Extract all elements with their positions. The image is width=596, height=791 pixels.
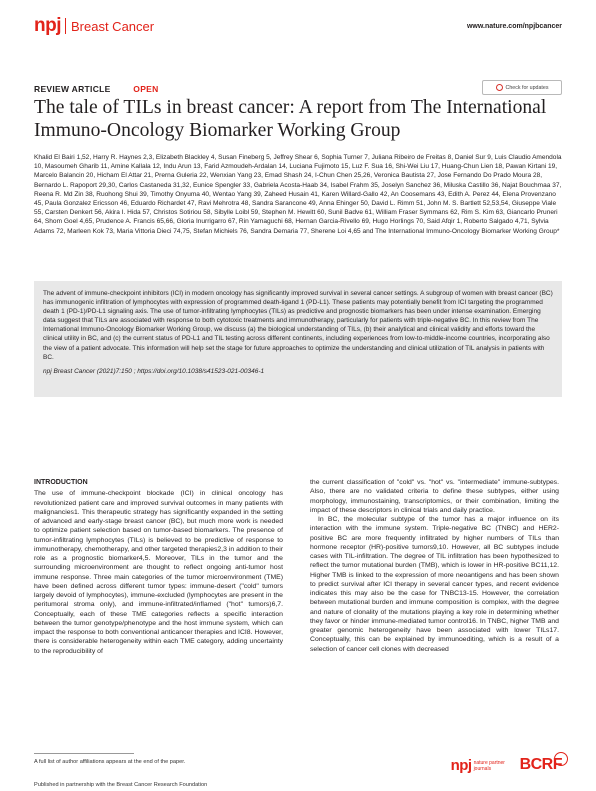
abstract-text: The advent of immune-checkpoint inhibitors (ICI) in modern oncology has significantly improved survival in several cancer settings. A subgroup of women with breast cancer (BC) has immunogenic infiltration of lymphocytes with expression of programmed death-ligand 1 (PD-L1). These patients may potentially benefit from ICI targeting the programmed death 1 (PD-1)/PD-L1 signaling axis. The use of tumor-infiltrating lymphocytes (TILs) as predictive and prognostic biomarkers has been under intense examination. Emerging data suggest that TILs are associated with response to both cytotoxic treatments and immunotherapy, particularly for patients with triple-negative BC. In this review from The International Immuno-Oncology Biomarker Working Group, we discuss (a) the biological understanding of TILs, (b) their analytical and clinical validity and efforts toward the clinical utility in BC, and (c) the current status of PD-L1 and TIL testing across different continents, including experiences from low-to-middle-income countries, incorporating also the view of a patient advocate. This information will help set the stage for future approaches to optimize the understanding and clinical utilization of TIL analysis in patients with BC.	[43, 290, 553, 361]
partner-journals-label: nature partner journals	[473, 759, 505, 772]
intro-paragraph-2: the current classification of "cold" vs. "hot" vs. "intermediate" immune-subtypes. Also, there are no validated criteria to define these subtypes, either using morphology, immunostaining, transcriptomics, or their combination, limiting the impact of these descriptors in clinical trials and daily practice.	[310, 479, 559, 514]
footnote-rule	[34, 753, 134, 754]
page-header	[34, 16, 562, 36]
journal-url[interactable]: www.nature.com/npjbcancer	[466, 22, 562, 30]
open-access-label: OPEN	[133, 84, 159, 94]
check-updates-icon	[496, 84, 503, 91]
footnote: A full list of author affiliations appears at the end of the paper.	[34, 759, 186, 765]
right-column	[310, 478, 559, 654]
intro-paragraph-3: In BC, the molecular subtype of the tumor has a major influence on its interaction with the immune system. Triple-negative BC (TNBC) and HER2-positive BC are more frequently infiltrated by higher numbers of TILs than hormone receptor (HR)-positive tumors9,10. However, all BC subtypes include cases with TIL-infiltration. The degree of TIL infiltration has been hypothesized to reflect the tumor mutational burden (TMB), which is lower in HR-positive BC11,12. Higher TMB is linked to the expression of more neoantigens and has been shown to predict survival after ICI therapy in several cancer types, and recent evidence indicates this may also be the case for TNBC13-15. However, the correlation between mutational burden and immune composition is complex, with the degree and nature of clonality of the mutations playing a key role in determining whether they favor or hinder immune-mediated tumor control16. In TNBC, higher TMB and greater genomic heterogeneity have been associated with lower TILs17. Conceptually, this can be explained by immunoediting, which is a result of a selection of cancer cell clones with decreased	[310, 516, 559, 653]
article-title: The tale of TILs in breast cancer: A report from The International Immuno-Oncology Biomarker Working Group	[34, 97, 547, 141]
check-updates-button[interactable]	[482, 80, 562, 95]
bcrf-circle-icon	[554, 752, 568, 766]
logo-divider	[65, 18, 66, 34]
intro-paragraph-1: The use of immune-checkpoint blockade (ICI) in clinical oncology has revolutionized patient care and improved survival outcomes in many patients with malignancies1. This therapeutic strategy has significantly expanded in the setting of advanced and early-stage breast cancer (BC), but much more work is needed to optimize patient selection based on tumor-based biomarkers. The presence of tumor-infiltrating lymphocytes (TILs) is believed to be predictive of response to immunotherapy, chemotherapy, and other targeted therapies2,3 in addition to their role as a prognostic biomarker4,5. Moreover, TILs in the tumor and the surrounding microenvironment are thought to reflect ongoing anti-tumor host immune response. Three main categories of the tumor microenvironment (TME) have been defined across different tumor types: immune-desert ("cold" tumors largely devoid of lymphocytes), immune-excluded (lymphocytes are present in the peritumoral stroma only), and immune-infiltrated/inflamed ("hot" tumors)6,7. Conceptually, each of these TME categories reflects a specific interaction between the tumor genotype/phenotype and the host immune system, which can impact the response to both conventional anticancer therapies and ICI8. However, there is considerable heterogeneity within each TME category, adding uncertainty to the reproducibility of	[34, 490, 283, 655]
footer-npj-logo: npj	[450, 757, 472, 774]
bcrf-logo[interactable]	[520, 756, 562, 774]
citation[interactable]: npj Breast Cancer (2021)7:150 ; https://doi.org/10.1038/s41523-021-00346-1	[43, 367, 265, 375]
npj-partner-logo[interactable]	[451, 757, 508, 774]
footer-text: Published in partnership with the Breast Cancer Research Foundation	[34, 782, 208, 788]
author-list: Khalid El Bairi 1,52, Harry R. Haynes 2,3, Elizabeth Blackley 4, Susan Fineberg 5, Jeffrey Shear 6, Sophia Turner 7, Juliana Ribeiro de Freitas 8, Daniel Sur 9, Luis Claudio Amendola 10, Masoumeh Gharib 11, Amine Kallala 12, Indu Arun 13, Farid Azmoudeh-Ardalan 14, Luciana Fujimoto 15, Luz F. Sua 16, Shi-Wei Liu 17, Huang-Chun Lien 18, Pawan Kirtani 19, Marcelo Balancin 20, Hicham El Attar 21, Prerna Guleria 22, Wenxian Yang 23, Emad Shash 24, I-Chun Chen 25,26, Veronica Bautista 27, Jose Fernando Do Prado Moura 28, Bernardo L. Rapoport 29,30, Carlos Castaneda 31,32, Eunice Spengler 33, Gabriela Acosta-Haab 34, Isabel Frahm 35, Joselyn Sanchez 36, Miluska Castillo 36, Najat Bouchmaa 37, Reena R. Md Zin 38, Ruohong Shui 39, Timothy Onyuma 40, Wentao Yang 39, Zaheed Husain 41, Karen Willard-Gallo 42, An Coosemans 43, Edith A. Perez 44, Elena Provenzano 45, Paula Gonzalez Ericsson 46, Eduardo Richardet 47, Ravi Mehrotra 48, Sandra Sarancone 49, Anna Ehinger 50, David L. Rimm 51, John M. S. Bartlett 52,53,54, Giuseppe Viale 55, Carsten Denkert 56, Akira I. Hida 57, Christos Sotiriou 58, Sibylle Loibl 59, Stephen M. Hewitt 60, Sunil Badve 61, William Fraser Symmans 62, Rim S. Kim 63, Giancarlo Pruneri 64, Shom Goel 4,65, Prudence A. Francis 65,66, Gloria Inurrigarro 67, Rin Yamaguchi 68, Hernan Garcia-Rivello 69, Hugo Horlings 70, Said Afqir 1, Roberto Salgado 4,71, Sylvia Adams 72, Marleen Kok 73, Maria Vittoria Dieci 74,75, Stefan Michiels 76, Sandra Demaria 77, Sherene Loi 4,65 and The International Immuno-Oncology Biomarker Working Group*	[34, 154, 562, 235]
article-type	[34, 84, 159, 94]
abstract-box	[34, 281, 562, 397]
check-updates-label: Check for updates	[505, 84, 549, 91]
section-heading: INTRODUCTION	[34, 479, 88, 486]
journal-name[interactable]: Breast Cancer	[71, 18, 155, 34]
bcrf-logo-text: BCRF	[519, 756, 562, 773]
article-type-label: REVIEW ARTICLE	[34, 84, 111, 94]
left-column	[34, 478, 283, 656]
npj-logo[interactable]: npj	[34, 15, 61, 36]
footer-logos	[451, 756, 562, 774]
